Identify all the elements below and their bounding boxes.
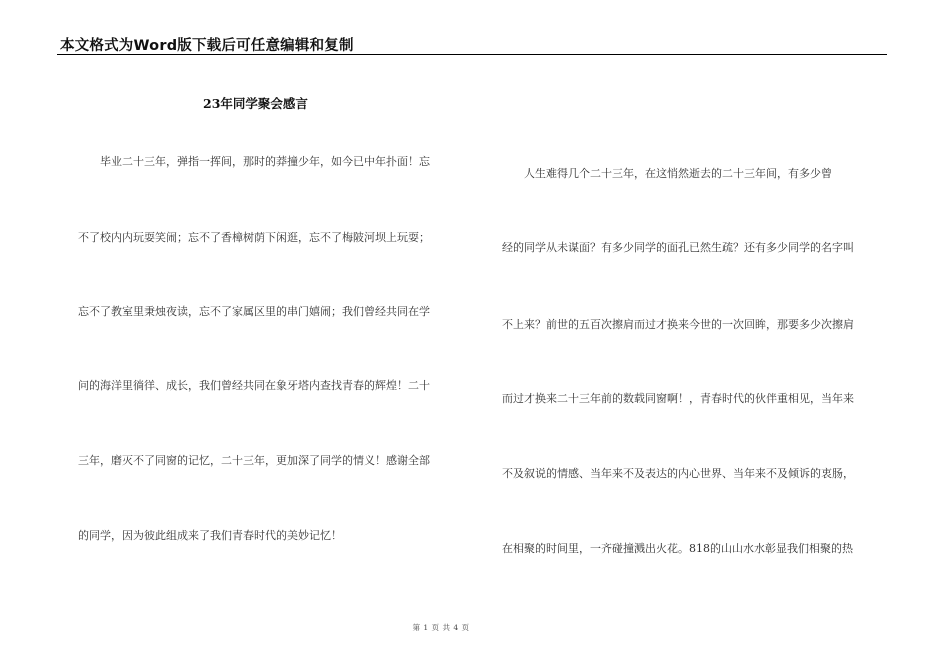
download-notice-banner: 本文格式为Word版下载后可任意编辑和复制: [60, 38, 354, 54]
left-paragraph-line: 的同学，因为彼此组成来了我们青春时代的美妙记忆！: [78, 529, 342, 542]
left-paragraph-line: 毕业二十三年，弹指一挥间，那时的莽撞少年，如今已中年扑面！忘: [78, 155, 430, 168]
right-text-column: [502, 0, 887, 672]
left-paragraph-line: 三年，磨灭不了同窗的记忆，二十三年，更加深了同学的情义！感谢全部: [78, 454, 430, 467]
left-paragraph-line: 忘不了教室里秉烛夜读，忘不了家属区里的串门嬉闹；我们曾经共同在学: [78, 305, 430, 318]
document-title: 23年同学聚会感言: [203, 96, 308, 111]
right-paragraph-line: 不上来？前世的五百次擦肩而过才换来今世的一次回眸，那要多少次擦肩: [502, 318, 854, 331]
right-paragraph-line: 而过才换来二十三年前的数载同窗啊！，青春时代的伙伴重相见，当年来: [502, 392, 854, 405]
right-paragraph-line: 经的同学从未谋面？有多少同学的面孔已然生疏？还有多少同学的名字叫: [502, 241, 854, 254]
right-paragraph-line: 不及叙说的情感、当年来不及表达的内心世界、当年来不及倾诉的衷肠，: [502, 467, 854, 480]
page-number-indicator: 第 1 页 共 4 页: [412, 623, 470, 632]
right-paragraph-line: 在相聚的时间里，一齐碰撞溅出火花。818的山山水水彰显我们相聚的热: [502, 542, 853, 555]
right-paragraph-line: 人生难得几个二十三年，在这悄然逝去的二十三年间，有多少曾: [502, 167, 832, 180]
left-paragraph-line: 不了校内内玩耍笑闹；忘不了香樟树荫下闲逛，忘不了梅陂河坝上玩耍；: [78, 231, 430, 244]
left-paragraph-line: 问的海洋里徜徉、成长，我们曾经共同在象牙塔内查找青春的辉煌！二十: [78, 379, 430, 392]
left-text-column: [78, 0, 463, 672]
